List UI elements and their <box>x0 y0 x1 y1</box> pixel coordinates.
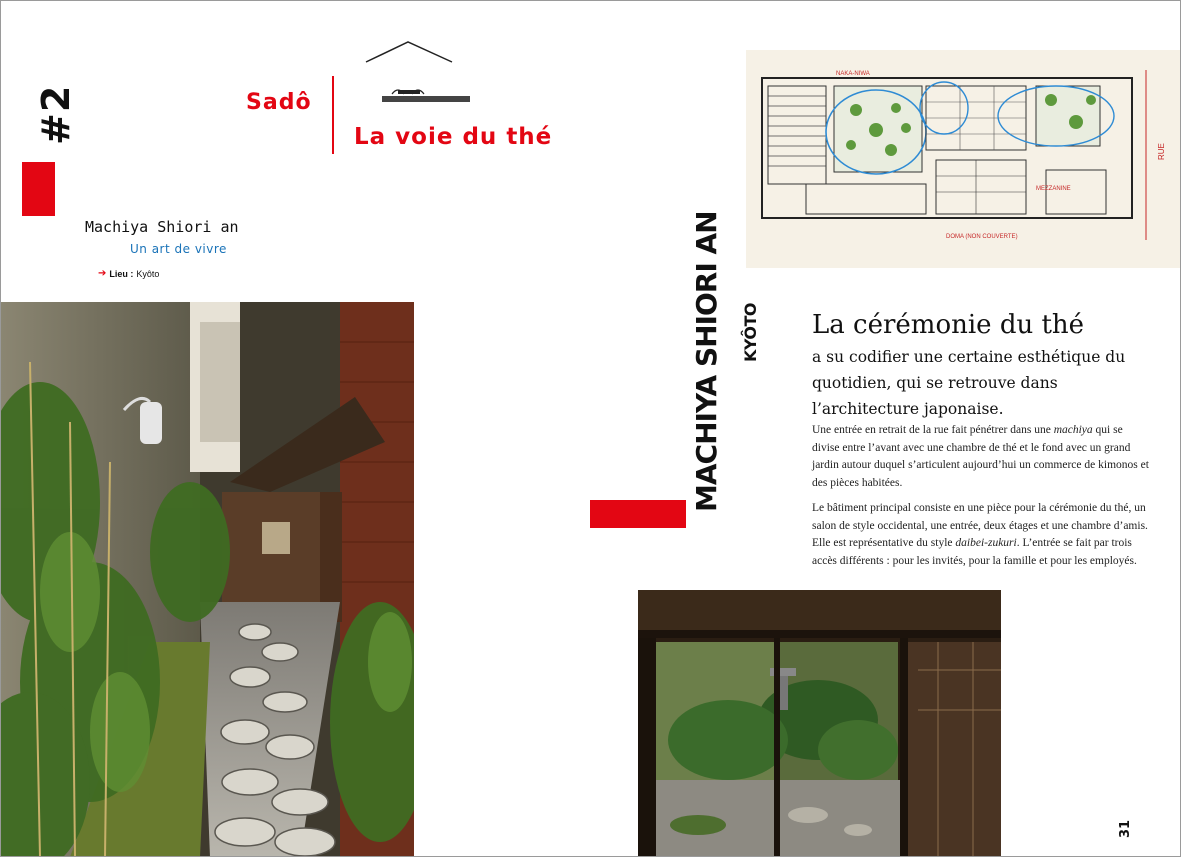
vertical-site-city: KYÔTO <box>741 302 760 362</box>
plan-label-mezzanine: MEZZANINE <box>1036 186 1071 192</box>
chapter-kicker: Sadô <box>246 90 312 115</box>
paragraph: Une entrée en retrait de la rue fait pénétrer dans une machiya qui se divise entre l’avant avec une chambre de thé et le fond avec un grand jardin autour duquel s’articulent aujourd’hui un commerce de kimonos et des pièces habitées. <box>812 424 1149 489</box>
location-value: Kyôto <box>136 268 160 279</box>
floor-plan-sketch <box>746 50 1181 268</box>
vertical-site-title: MACHIYA SHIORI AN <box>690 211 723 512</box>
lead-heading: La cérémonie du thé <box>812 310 1085 340</box>
body-text <box>812 422 1152 578</box>
red-accent-tab <box>590 500 686 528</box>
chapter-title: La voie du thé <box>354 124 553 150</box>
place-subtitle: Un art de vivre <box>130 242 227 256</box>
location-line <box>98 268 159 279</box>
title-divider <box>332 76 334 154</box>
alley-photo <box>0 302 414 857</box>
place-name: Machiya Shiori an <box>85 218 239 236</box>
arrow-right-icon: ➔ <box>98 268 107 279</box>
chapter-number: #2 <box>34 84 78 145</box>
paragraph: Le bâtiment principal consiste en une pièce pour la cérémonie du thé, un salon de style occidental, une entrée, deux étages et une chambre d’amis. Elle est représentative du style daibei-zukuri. L’entrée se fait par trois accès différents : pour les invités, pour la famille et pour les employés. <box>812 502 1148 567</box>
location-label: Lieu : <box>109 268 134 279</box>
lead-text: a su codifier une certaine esthétique du quotidien, qui se retrouve dans l’architecture japonaise. <box>812 348 1126 418</box>
teahouse-logo-icon <box>352 38 472 108</box>
garden-photo <box>638 590 1001 857</box>
page-number: 31 <box>1118 819 1133 838</box>
plan-label-naka-niwa: NAKA-NIWA <box>836 71 870 77</box>
plan-label-rue: RUE <box>1157 143 1166 160</box>
plan-label-doma: DOMA (NON COUVERTE) <box>946 234 1018 240</box>
red-accent-tab <box>22 162 55 216</box>
